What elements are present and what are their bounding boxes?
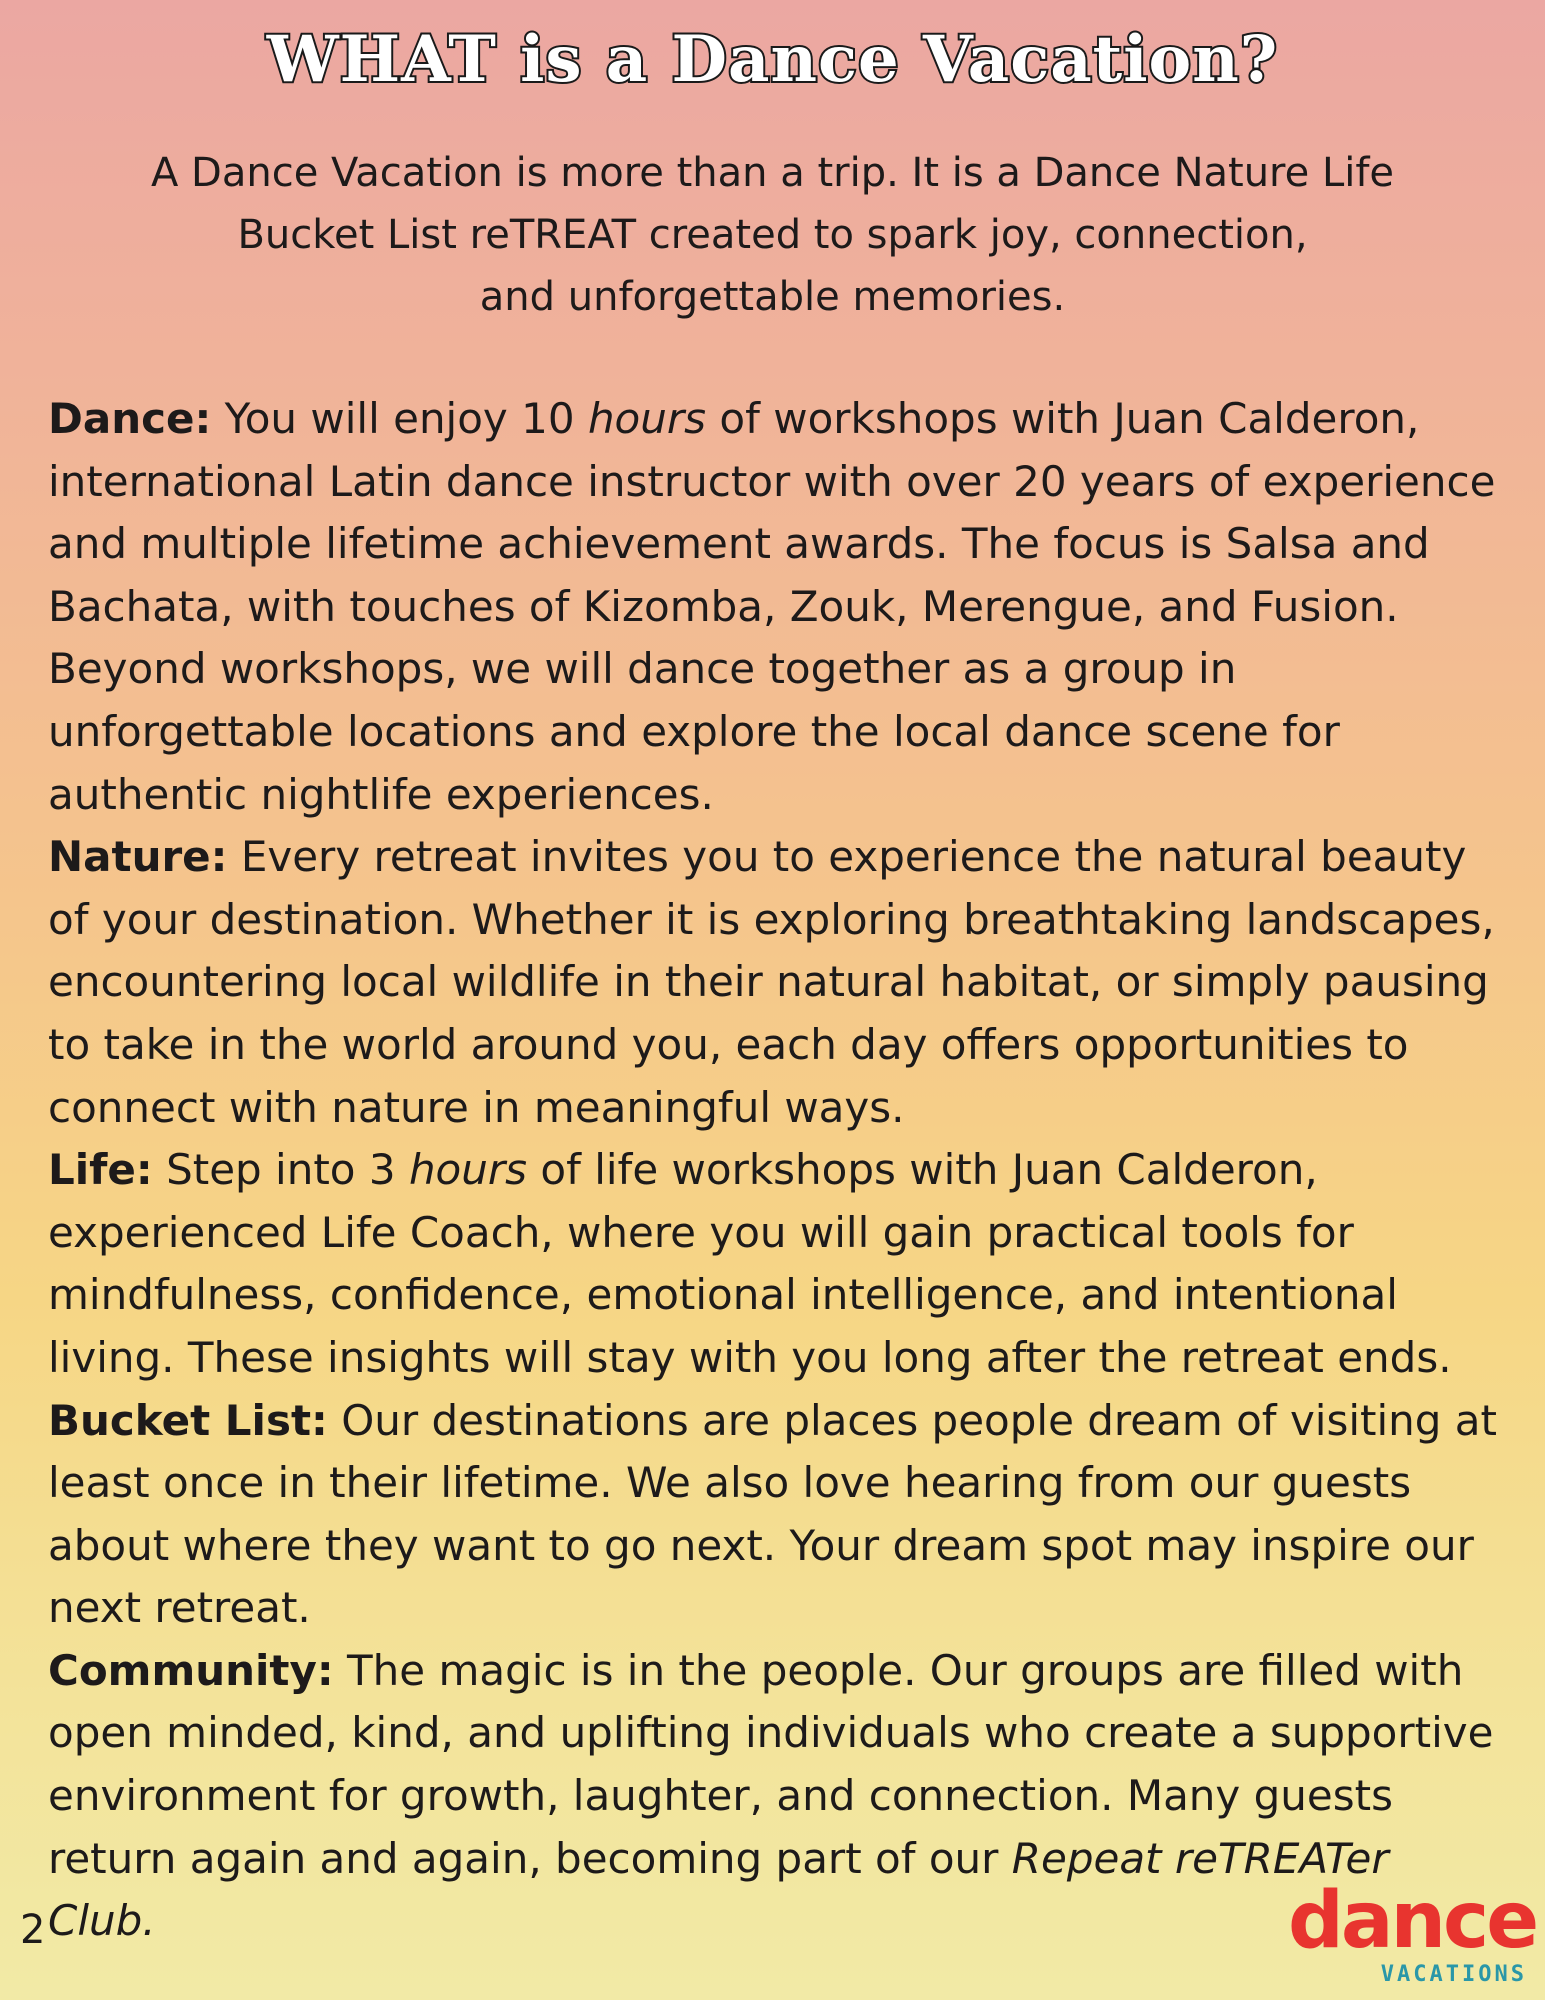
intro-line: Bucket List reTREAT created to spark joy, connection,: [237, 212, 1308, 258]
section-text: Step into 3: [152, 1145, 409, 1195]
section-text: Our destinations are places people dream of visiting at least once in their lifetime. We also love hearing from our guests about where they want to go next. Your dream spot may inspire our next retreat.: [48, 1395, 1497, 1633]
section-label: Life:: [48, 1145, 153, 1195]
page-number: 2: [20, 1907, 46, 1953]
section-text: of workshops with Juan Calderon, international Latin dance instructor with over 20 years of experience and multiple lifetime achievement awards. The focus is Salsa and Bachata, with touches of Kizomba, Zouk, Merengue, and Fusion. Beyond workshops, we will dance together as a group in unforgettable locations and explore the local dance scene for authentic nightlife experiences.: [48, 394, 1496, 819]
intro-paragraph: [90, 142, 1455, 328]
section-emphasis: hours: [408, 1145, 528, 1195]
section-text: of life workshops with Juan Calderon, experienced Life Coach, where you will gain practical tools for mindfulness, confidence, emotional intelligence, and intentional living. These insights will stay with you long after the retreat ends.: [48, 1145, 1452, 1382]
intro-line: and unforgettable memories.: [479, 274, 1066, 320]
section-dance: [48, 388, 1505, 826]
section-bucket-list: [48, 1390, 1505, 1640]
body-text: [48, 388, 1505, 1953]
page-title: WHAT is a Dance Vacation?: [266, 22, 1279, 97]
section-life: [48, 1139, 1505, 1389]
logo-word: dance: [1288, 1876, 1537, 1966]
dance-vacations-logo: [1288, 1876, 1537, 1990]
section-label: Dance:: [48, 394, 212, 443]
section-text: The magic is in the people. Our groups are filled with open minded, kind, and uplifting individuals who create a supportive environment for growth, laughter, and connection. Many guests return again and again, becoming part of our: [48, 1645, 1494, 1883]
section-label: Bucket List:: [48, 1395, 328, 1445]
section-text: Every retreat invites you to experience the natural beauty of your destination. Whether it is exploring breathtaking landscapes, encountering local wildlife in their natural habitat, or simply pausing to take in the world around you, each day offers opportunities to connect with nature in meaningful ways.: [48, 832, 1495, 1132]
intro-line: A Dance Vacation is more than a trip. It is a Dance Nature Life: [150, 150, 1395, 196]
section-text: You will enjoy 10: [211, 394, 588, 443]
section-emphasis: Repeat reTREATer Club.: [48, 1833, 1389, 1946]
section-label: Community:: [48, 1645, 334, 1695]
section-nature: [48, 826, 1505, 1139]
logo-subtitle: VACATIONS: [1380, 1962, 1527, 1987]
section-emphasis: hours: [587, 394, 707, 443]
section-label: Nature:: [48, 832, 228, 882]
section-community: [48, 1640, 1505, 1953]
